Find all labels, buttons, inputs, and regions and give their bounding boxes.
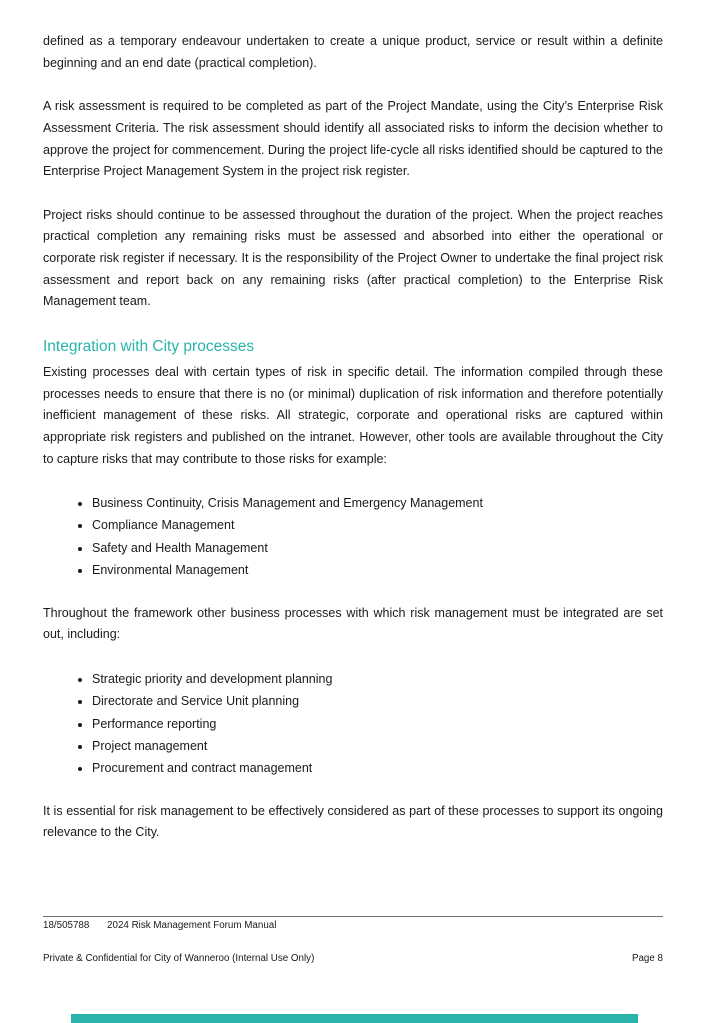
footer-divider [43,916,663,917]
list-item: • Procurement and contract management [92,757,663,779]
paragraph-project-risks: Project risks should continue to be assessed throughout the duration of the project. When the project reaches practical completion any remaining risks must be assessed and absorbed into either the operational or corporate risk register if necessary. It is the responsibility of the Project Owner to undertake the final project risk assessment and report back on any remaining risks (after practical completion) to the Enterprise Risk Management team. [43,207,663,309]
list-item: • Project management [92,735,663,757]
bullet-list-business-processes [43,668,663,780]
list-item: • Directorate and Service Unit planning [92,690,663,712]
footer-accent-band [71,1014,638,1023]
paragraph-existing-processes: Existing processes deal with certain types of risk in specific detail. The information compiled through these processes needs to ensure that there is no (or minimal) duplication of risk information and therefore potentially inefficient management of these risks. All strategic, corporate and operational risks are captured within appropriate risk registers and published on the intranet. However, other tools are available throughout the City to capture risks that may contribute to those risks for example: [43,364,663,466]
bullet-list-risk-tools [43,492,663,582]
footer-doc-info [43,919,663,933]
paragraph-project-definition: defined as a temporary endeavour undertaken to create a unique product, service or result within a definite beginning and an end date (practical completion). [43,34,663,70]
footer-confidentiality-notice: Private & Confidential for City of Wanneroo (Internal Use Only) [43,953,315,964]
paragraph-framework-processes: Throughout the framework other business processes with which risk management must be integrated are set out, including: [43,605,663,642]
list-item: • Performance reporting [92,713,663,735]
section-heading-integration-with-city-processes: Integration with City processes [43,337,255,355]
list-item: • Business Continuity, Crisis Management and Emergency Management [92,492,663,514]
list-item: • Safety and Health Management [92,537,663,559]
list-item: • Environmental Management [92,559,663,581]
footer-confidentiality-row [43,952,663,966]
list-item: • Strategic priority and development planning [92,668,663,690]
page-footer [43,916,663,966]
document-body [43,31,663,866]
footer-doc-title: 2024 Risk Management Forum Manual [107,920,277,931]
footer-page-number: Page 8 [631,953,663,964]
paragraph-essential: It is essential for risk management to be effectively considered as part of these processes to support its ongoing relevance to the City. [43,803,663,840]
footer-doc-ref: 18/505788 [43,920,90,931]
list-item: • Compliance Management [92,514,663,536]
paragraph-risk-assessment: A risk assessment is required to be completed as part of the Project Mandate, using the City’s Enterprise Risk Assessment Criteria. The risk assessment should identify all associated risks to inform the decision whether to approve the project for commencement. During the project life-cycle all risks identified should be captured to the Enterprise Project Management System in the project risk register. [43,99,663,179]
